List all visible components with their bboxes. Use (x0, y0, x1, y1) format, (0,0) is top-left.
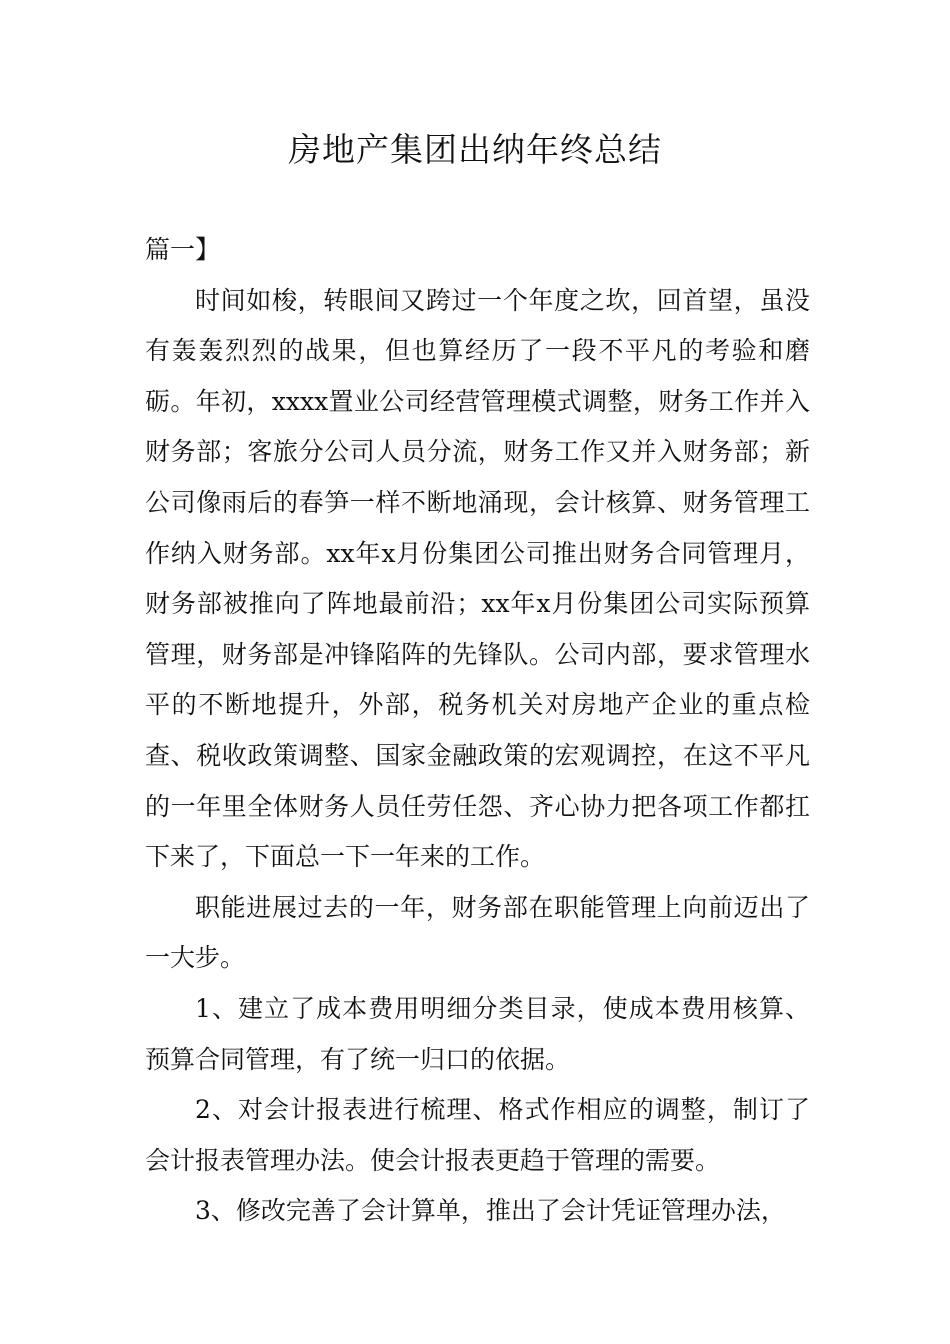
paragraph-item-2: 2、对会计报表进行梳理、格式作相应的调整，制订了会计报表管理办法。使会计报表更趋于管理的需要。 (145, 1095, 810, 1175)
paragraph-intro: 时间如梭，转眼间又跨过一个年度之坎，回首望，虽没有轰轰烈烈的战果，但也算经历了一段不平凡的考验和磨砺。年初，xxxx置业公司经营管理模式调整，财务工作并入财务部；客旅分公司人员分流，财务工作又并入财务部；新公司像雨后的春笋一样不断地涌现，会计核算、财务管理工作纳入财务部。xx年x月份集团公司推出财务合同管理月，财务部被推向了阵地最前沿；xx年x月份集团公司实际预算管理，财务部是冲锋陷阵的先锋队。公司内部，要求管理水平的不断地提升，外部，税务机关对房地产企业的重点检查、税收政策调整、国家金融政策的宏观调控，在这不平凡的一年里全体财务人员任劳任怨、齐心协力把各项工作都扛下来了，下面总一下一年来的工作。 (145, 285, 810, 872)
paragraph-item-1: 1、建立了成本费用明细分类目录，使成本费用核算、预算合同管理，有了统一归口的依据。 (145, 993, 810, 1074)
document-body (145, 225, 810, 1237)
section-label: 篇一】 (145, 235, 221, 264)
paragraph-item-3: 3、修改完善了会计算单，推出了会计凭证管理办法， (195, 1196, 786, 1226)
document-title: 房地产集团出纳年终总结 (288, 130, 662, 169)
paragraph-function-progress: 职能进展过去的一年，财务部在职能管理上向前迈出了一大步。 (145, 892, 810, 973)
